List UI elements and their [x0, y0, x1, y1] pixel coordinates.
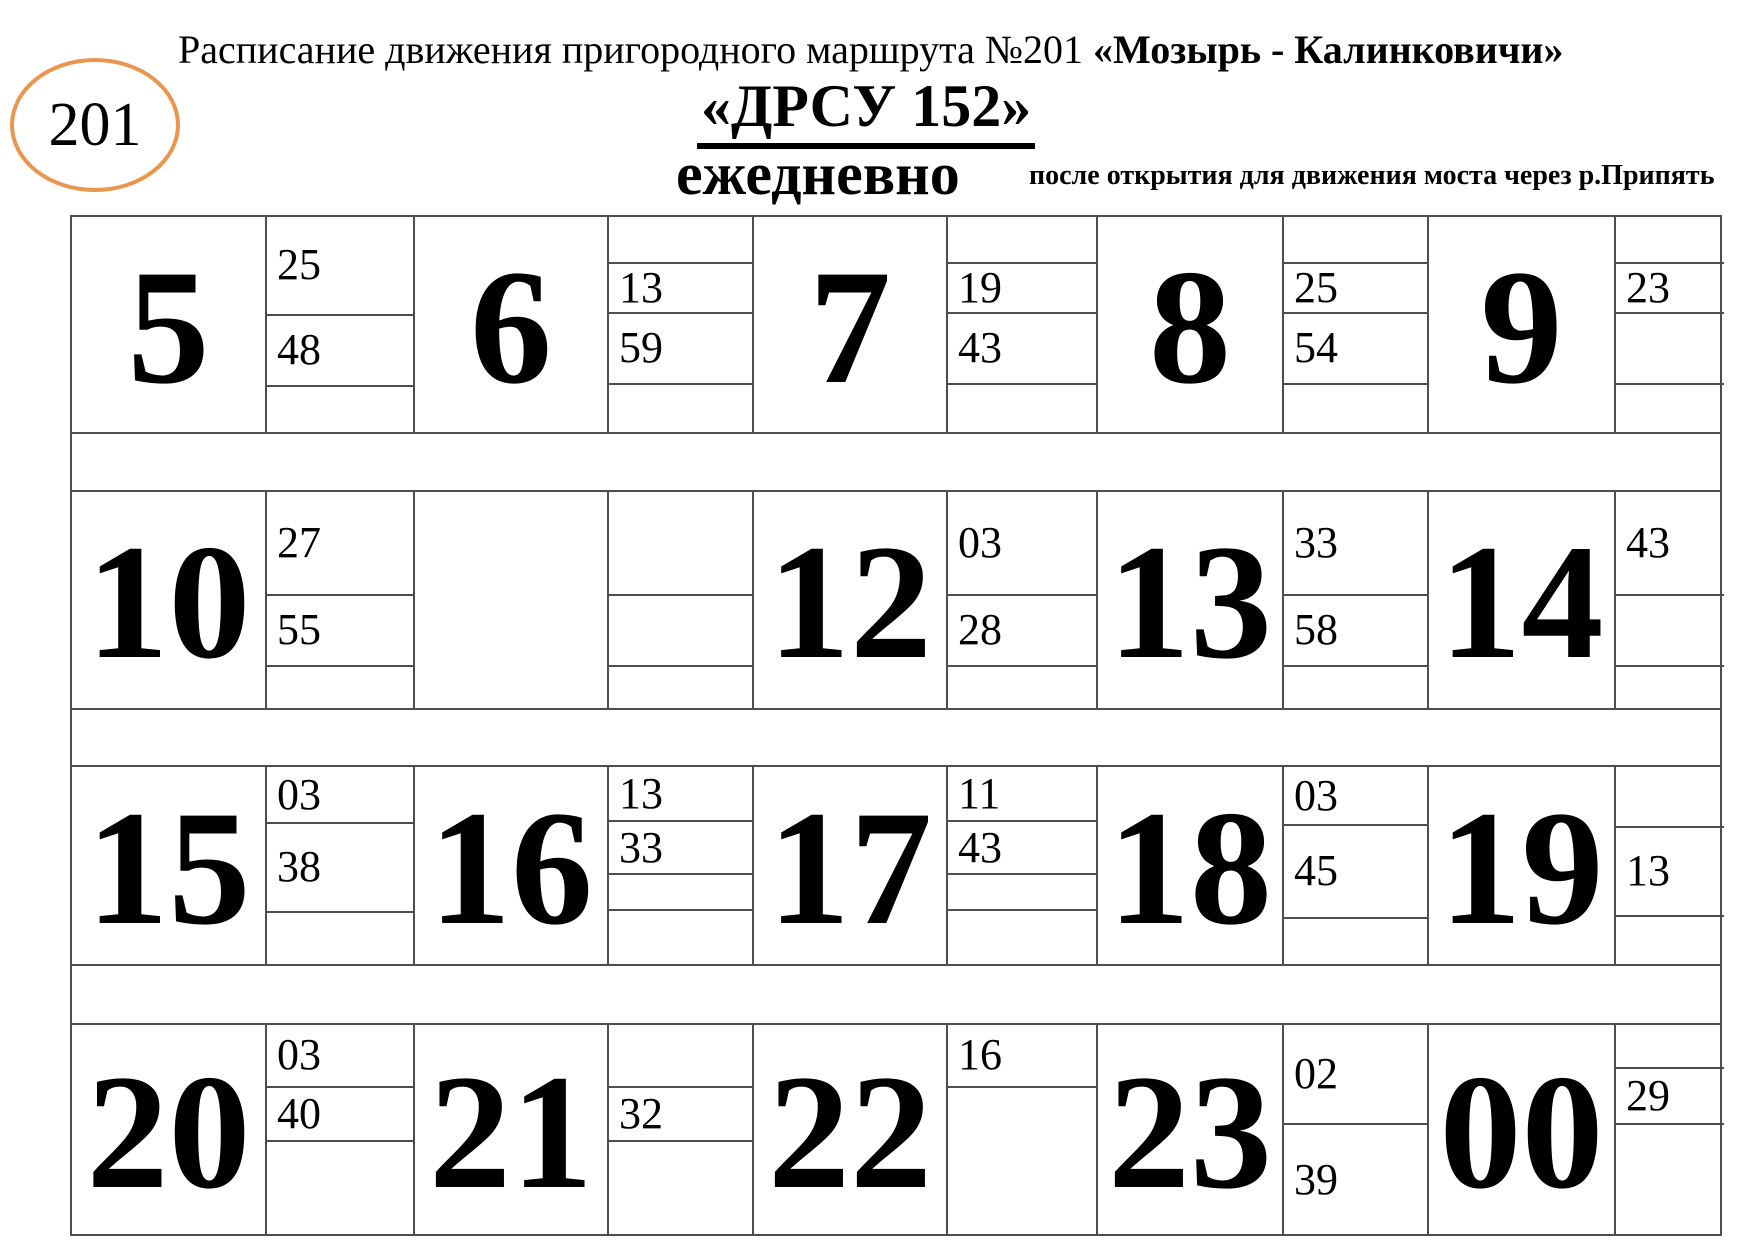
minute-cell-7-19: 19: [948, 264, 1096, 313]
minutes-column-10: [265, 492, 413, 708]
hour-cell-5: 5: [127, 236, 210, 418]
hour-cell-empty: [413, 492, 607, 708]
minute-cell-empty: [1616, 767, 1724, 828]
minute-cell-5-48: 48: [267, 316, 413, 387]
minute-cell-23-39: 39: [1294, 1154, 1338, 1204]
hour-row-4: [70, 1023, 1722, 1236]
minute-cell-empty: [948, 911, 1096, 964]
minute-cell-17-11: 11: [948, 767, 1096, 822]
minute-cell-10-27: 27: [267, 492, 413, 596]
minute-cell-empty: [948, 667, 1096, 708]
minute-cell-empty: [1616, 1025, 1724, 1069]
minute-cell-empty: [948, 217, 1096, 264]
minute-cell-8-54: 54: [1284, 314, 1427, 385]
minute-cell-12-28: 28: [948, 596, 1096, 667]
minute-cell-empty: [1284, 667, 1427, 708]
hour-cell-22: 22: [752, 1025, 946, 1234]
minutes-column-13: [1282, 492, 1427, 708]
minutes-column-12: [946, 492, 1096, 708]
minute-cell-13-33: 33: [1284, 492, 1427, 596]
minute-cell-12-03: 03: [948, 492, 1096, 596]
minutes-column: [607, 492, 752, 708]
hour-cell-15: 15: [86, 777, 251, 959]
minutes-column-5: [265, 217, 413, 432]
timetable-grid: [70, 215, 1722, 1236]
minute-cell-empty: [609, 596, 752, 667]
minutes-column-7: [946, 217, 1096, 432]
minute-cell-empty: [1284, 919, 1427, 964]
minutes-column-16: [607, 767, 752, 964]
page-title: [178, 26, 1563, 73]
minute-cell-empty: [1616, 667, 1724, 708]
minute-cell-20-40: 40: [267, 1088, 413, 1142]
minute-cell-23-02: 02: [1284, 1025, 1427, 1125]
minute-cell-empty: [609, 217, 752, 264]
hour-cell-17: 17: [752, 767, 946, 964]
minute-cell-6-13: 13: [609, 264, 752, 313]
minute-cell-14-43: 43: [1616, 492, 1724, 596]
minute-cell-empty: [948, 385, 1096, 432]
minutes-column-19: [1614, 767, 1724, 964]
minute-cell-empty: [948, 1088, 1096, 1234]
minutes-column-23: [1282, 1025, 1427, 1234]
minutes-column-18: [1282, 767, 1427, 964]
minute-cell-empty: [267, 913, 413, 964]
minute-cell-17-43: 43: [948, 822, 1096, 875]
minute-cell-empty: [1616, 596, 1724, 667]
hour-cell-13: 13: [1096, 492, 1282, 708]
minute-cell-22-16: 16: [948, 1025, 1096, 1088]
hour-cell-10: 10: [86, 512, 251, 693]
minute-cell-empty: [609, 667, 752, 708]
minute-cell-empty: [1616, 1125, 1724, 1234]
minutes-column-8: [1282, 217, 1427, 432]
route-number: 201: [48, 91, 142, 159]
hour-cell-18: 18: [1096, 767, 1282, 964]
minute-cell-empty: [609, 385, 752, 432]
hour-cell-00: 00: [1427, 1025, 1614, 1234]
minutes-column-6: [607, 217, 752, 432]
hour-cell-14: 14: [1427, 492, 1614, 708]
row-separator: [70, 966, 1722, 1023]
minute-cell-20-03: 03: [267, 1025, 413, 1088]
minute-cell-empty: [609, 1025, 752, 1088]
minute-cell-16-33: 33: [609, 822, 752, 875]
route-number-badge: [10, 58, 180, 192]
hour-row-2: [70, 490, 1722, 710]
minute-cell-8-25: 25: [1284, 264, 1427, 313]
minute-cell-6-59: 59: [609, 314, 752, 385]
minute-cell-15-03: 03: [267, 767, 413, 824]
minute-cell-10-55: 55: [267, 596, 413, 667]
minute-cell-00-29: 29: [1616, 1069, 1724, 1125]
hour-row-3: [70, 765, 1722, 966]
hour-cell-20: 20: [86, 1041, 251, 1223]
minute-cell-13-58: 58: [1284, 596, 1427, 667]
service-frequency: ежедневно: [676, 141, 960, 207]
minute-cell-empty: [609, 492, 752, 596]
minutes-column-9: [1614, 217, 1724, 432]
minute-cell-empty: [1616, 217, 1724, 264]
hour-row-1: [70, 215, 1722, 434]
minute-cell-empty: [1284, 385, 1427, 432]
minute-cell-empty: [1616, 917, 1724, 964]
title-prefix: Расписание движения пригородного маршрута №201: [178, 27, 1094, 72]
title-route: «Мозырь - Калинковичи»: [1093, 27, 1564, 72]
minute-cell-empty: [267, 1142, 413, 1234]
minutes-column-21: [607, 1025, 752, 1234]
minute-cell-empty: [1284, 217, 1427, 264]
row-separator: [70, 434, 1722, 490]
hour-cell-19: 19: [1427, 767, 1614, 964]
bridge-note: после открытия для движения моста через р.Припять: [1029, 160, 1715, 191]
minute-cell-18-45: 45: [1284, 826, 1427, 919]
minute-cell-empty: [609, 875, 752, 910]
minutes-column-00: [1614, 1025, 1724, 1234]
hour-cell-9: 9: [1427, 217, 1614, 432]
minutes-column-14: [1614, 492, 1724, 708]
minute-cell-18-03: 03: [1284, 767, 1427, 826]
minute-cell-9-23: 23: [1616, 264, 1724, 313]
minute-cell-empty: [609, 1142, 752, 1234]
stop-name: «ДРСУ 152»: [697, 72, 1035, 149]
minute-cell-7-43: 43: [948, 314, 1096, 385]
minute-cell-empty: [948, 875, 1096, 910]
hour-cell-8: 8: [1096, 217, 1282, 432]
hour-cell-7: 7: [752, 217, 946, 432]
minute-cell-empty: [609, 911, 752, 964]
hour-cell-21: 21: [413, 1025, 607, 1234]
minutes-column-17: [946, 767, 1096, 964]
minute-cell-empty: [1616, 385, 1724, 432]
hour-cell-12: 12: [752, 492, 946, 708]
minutes-column-15: [265, 767, 413, 964]
hour-cell-16: 16: [413, 767, 607, 964]
minute-cell-16-13: 13: [609, 767, 752, 822]
hour-cell-6: 6: [413, 217, 607, 432]
minute-cell-21-32: 32: [609, 1088, 752, 1142]
minute-cell-19-13: 13: [1616, 828, 1724, 917]
minute-cell-empty: [267, 387, 413, 432]
row-separator: [70, 710, 1722, 765]
hour-cell-23: 23: [1096, 1025, 1282, 1234]
minute-cell-15-38: 38: [267, 824, 413, 913]
minutes-column-22: [946, 1025, 1096, 1234]
minute-cell-empty: [267, 667, 413, 708]
minutes-column-20: [265, 1025, 413, 1234]
minute-cell-5-25: 25: [267, 217, 413, 316]
minute-cell-empty: [1616, 314, 1724, 385]
